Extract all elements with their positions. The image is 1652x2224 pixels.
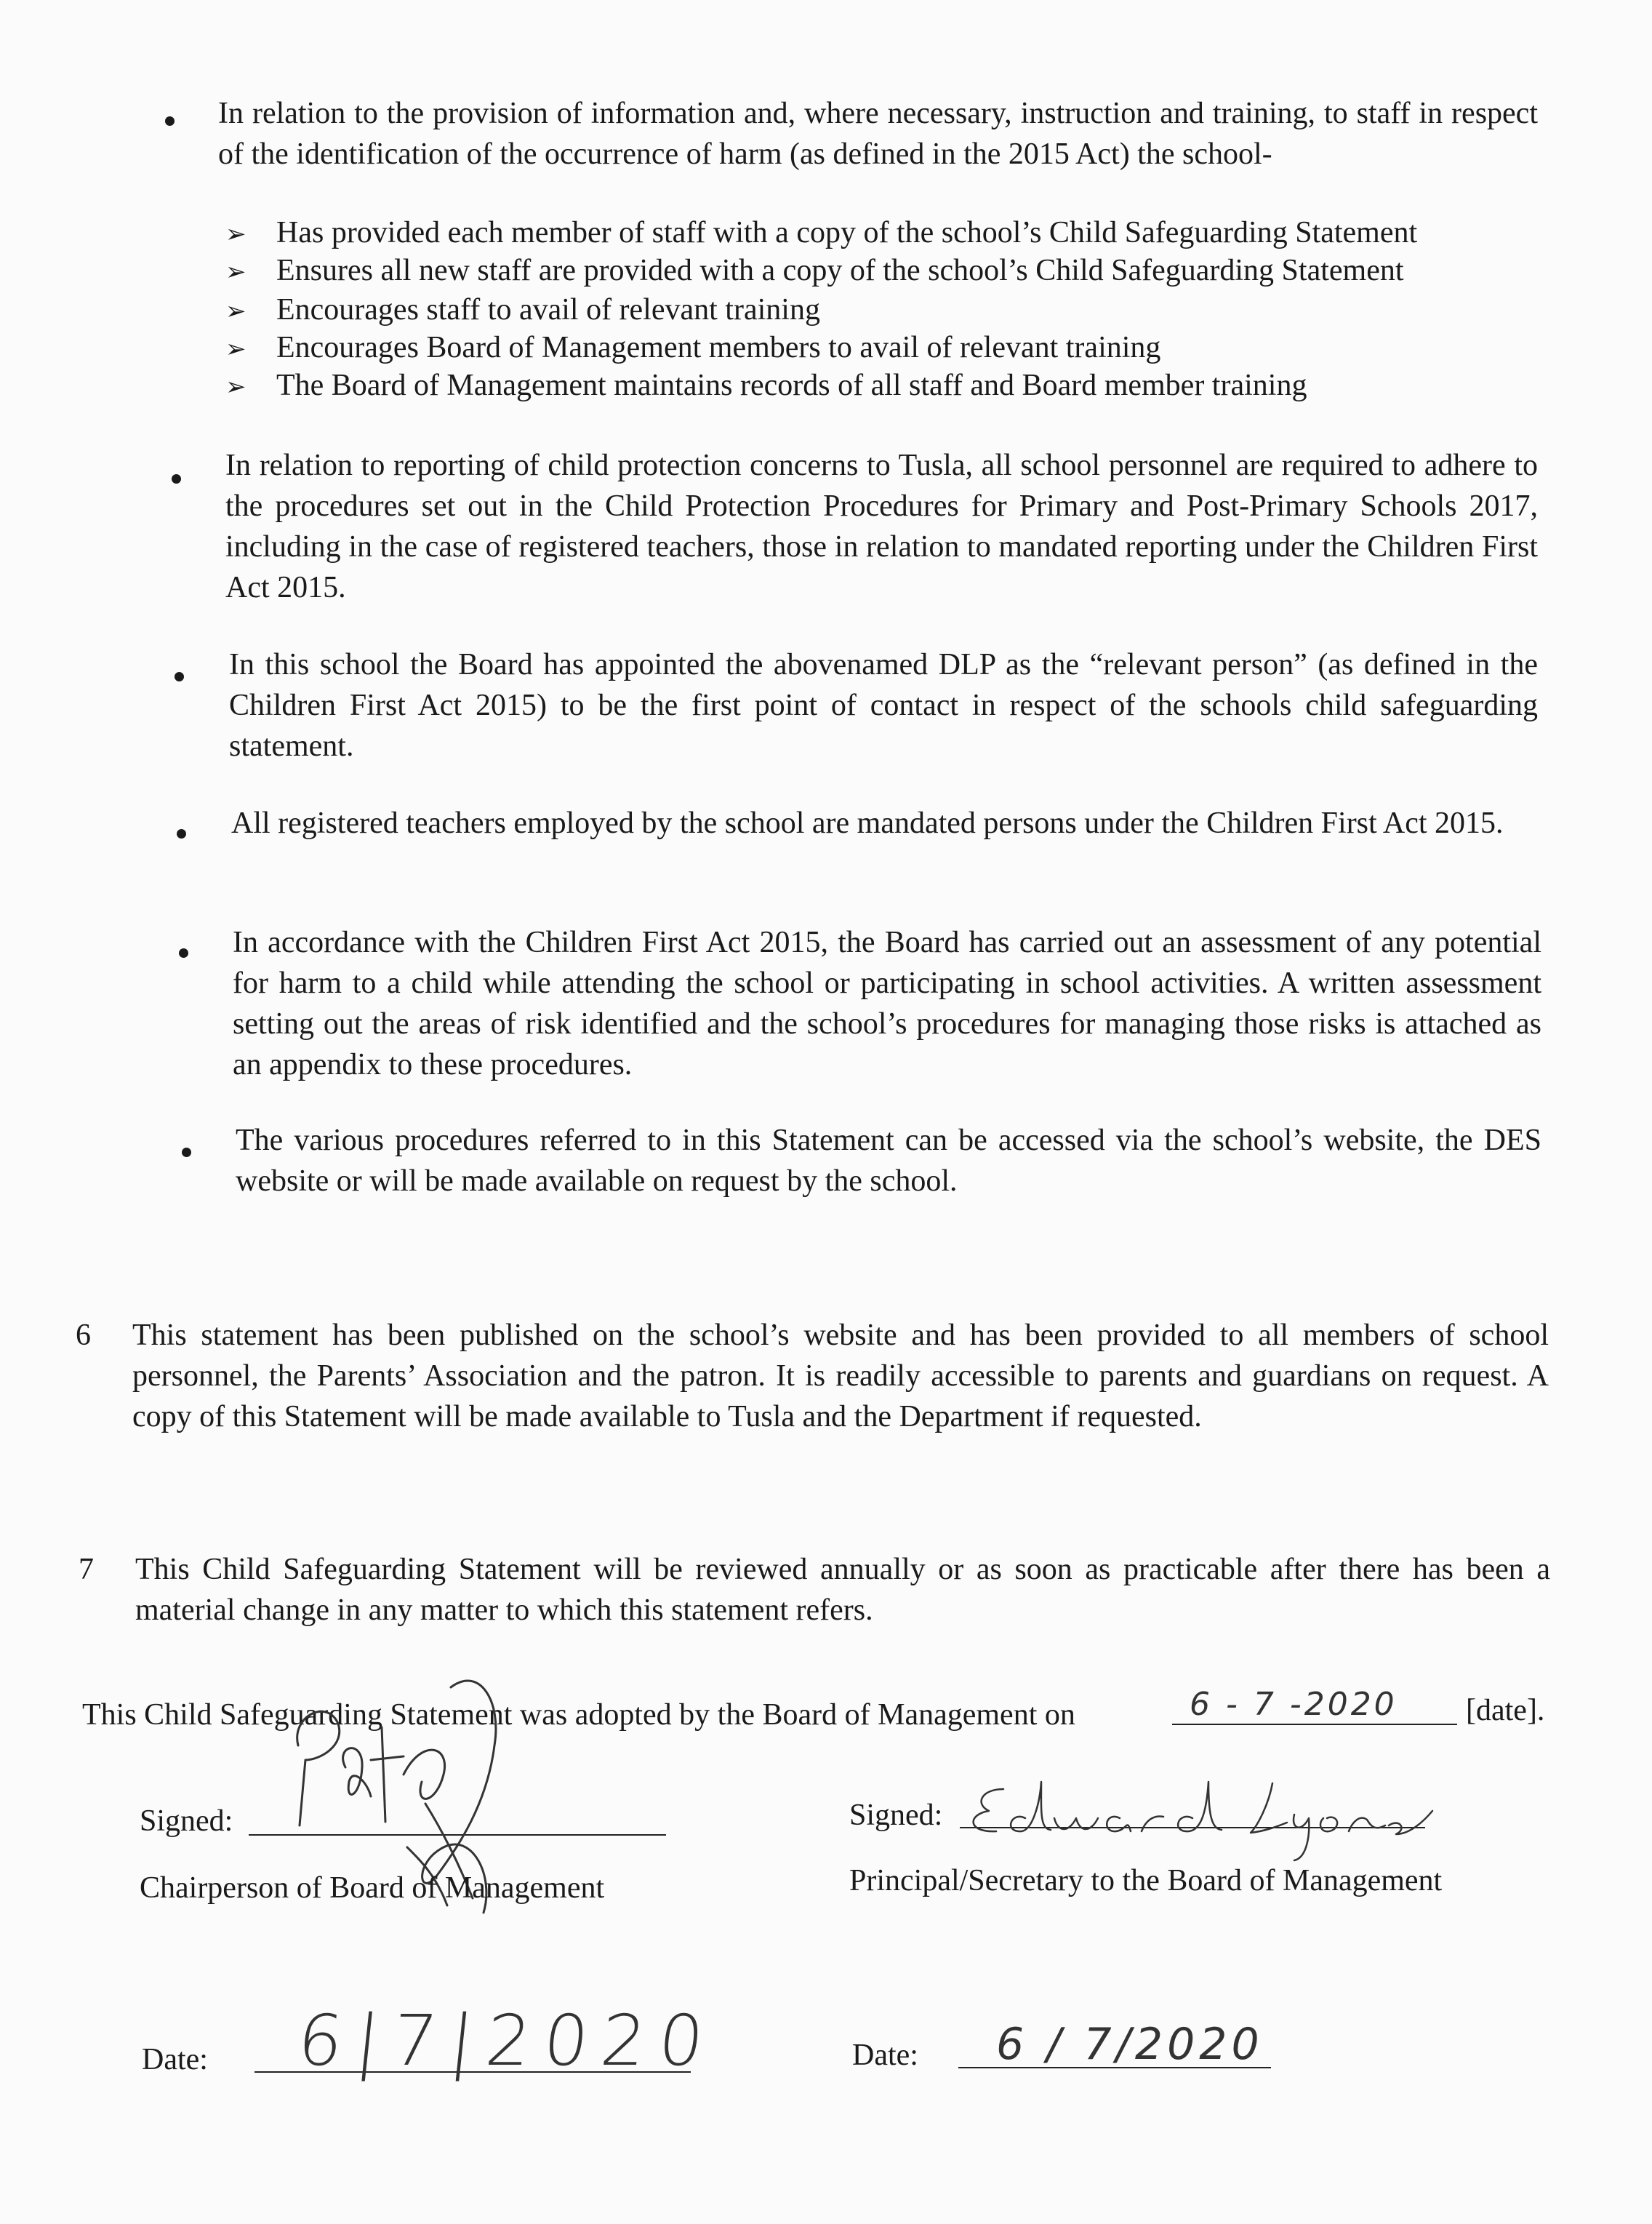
sub-item-label: Ensures all new staff are provided with a copy of the school’s Child Safeguarding Statement — [276, 254, 1404, 287]
sub-item-label: The Board of Management maintains records of all staff and Board member training — [276, 369, 1307, 402]
left-date-handwritten: 6|7|2020 — [294, 2000, 721, 2081]
bullet-dot — [177, 829, 186, 839]
left-signed-label: Signed: — [140, 1804, 233, 1838]
sub-item-label: Encourages staff to avail of relevant training — [276, 293, 820, 327]
arrow-icon: ➢ — [225, 297, 246, 326]
bullet-text: In accordance with the Children First Act 2015, the Board has carried out an assessment of any potential for harm to a child while attending the school or participating in school activities. A written assessment setting out the areas of risk identified and the school’s procedures for managing those risks is attached as an appendix to these procedures. — [233, 926, 1541, 1081]
sub-item — [225, 252, 1404, 291]
bullet-text: In this school the Board has appointed the abovenamed DLP as the “relevant person” (as defined in the Children First Act 2015) to be the first point of contact in respect of the schools child safeguarding statement. — [229, 648, 1538, 763]
left-date-label: Date: — [142, 2043, 208, 2076]
adoption-date-handwritten: 6 - 7 -2020 — [1190, 1686, 1398, 1723]
bullet-text: The various procedures referred to in this Statement can be accessed via the school’s website, the DES website or will be made available on request by the school. — [236, 1124, 1541, 1198]
bullet-dot — [165, 116, 175, 126]
sub-item-label: Has provided each member of staff with a copy of the school’s Child Safeguarding Statement — [276, 216, 1418, 249]
adoption-prefix: This Child Safeguarding Statement was adopted by the Board of Management on — [82, 1698, 1075, 1732]
right-signed-label: Signed: — [849, 1799, 943, 1832]
left-role: Chairperson of Board of Management — [140, 1871, 605, 1905]
bullet-text: In relation to reporting of child protection concerns to Tusla, all school personnel are required to adhere to the procedures set out in the Child Protection Procedures for Primary and Post-Primary Schools 2017, including in the case of registered teachers, those in relation to mandated reporting under the Children First Act 2015. — [225, 449, 1538, 604]
arrow-icon: ➢ — [225, 335, 246, 364]
sub-item — [225, 329, 1160, 368]
principal-signature — [960, 1775, 1440, 1869]
adoption-suffix: [date]. — [1466, 1694, 1545, 1727]
bullet-dot — [179, 948, 188, 958]
right-role: Principal/Secretary to the Board of Management — [849, 1864, 1443, 1897]
bullet-dot — [175, 672, 184, 681]
bullet-dot — [182, 1148, 191, 1157]
right-date-label: Date: — [852, 2039, 918, 2072]
bullet-text: In relation to the provision of information and, where necessary, instruction and training, to staff in respect of the identification of the occurrence of harm (as defined in the 2015 Act) the school- — [218, 97, 1538, 171]
section-text: This statement has been published on the school’s website and has been provided to all members of school personnel, the Parents’ Association and the patron. It is readily accessible to parents and guardians on request. A copy of this Statement will be made available to Tusla and the Department if requested. — [132, 1319, 1549, 1433]
section-number: 7 — [79, 1553, 94, 1586]
sub-item — [225, 367, 1307, 406]
bullet-dot — [172, 474, 181, 484]
arrow-icon: ➢ — [225, 372, 246, 401]
bullet-text: All registered teachers employed by the school are mandated persons under the Children First Act 2015. — [231, 807, 1504, 840]
arrow-icon: ➢ — [225, 257, 246, 287]
section-text: This Child Safeguarding Statement will be reviewed annually or as soon as practicable after there has been a material change in any matter to which this statement refers. — [135, 1553, 1550, 1627]
adoption-date-line — [1172, 1724, 1457, 1725]
section-number: 6 — [76, 1319, 91, 1352]
sub-item — [225, 291, 820, 330]
arrow-icon: ➢ — [225, 220, 246, 249]
right-date-handwritten: 6 / 7/2020 — [996, 2019, 1264, 2070]
sub-item-label: Encourages Board of Management members to avail of relevant training — [276, 331, 1161, 364]
sub-item — [225, 214, 1417, 253]
